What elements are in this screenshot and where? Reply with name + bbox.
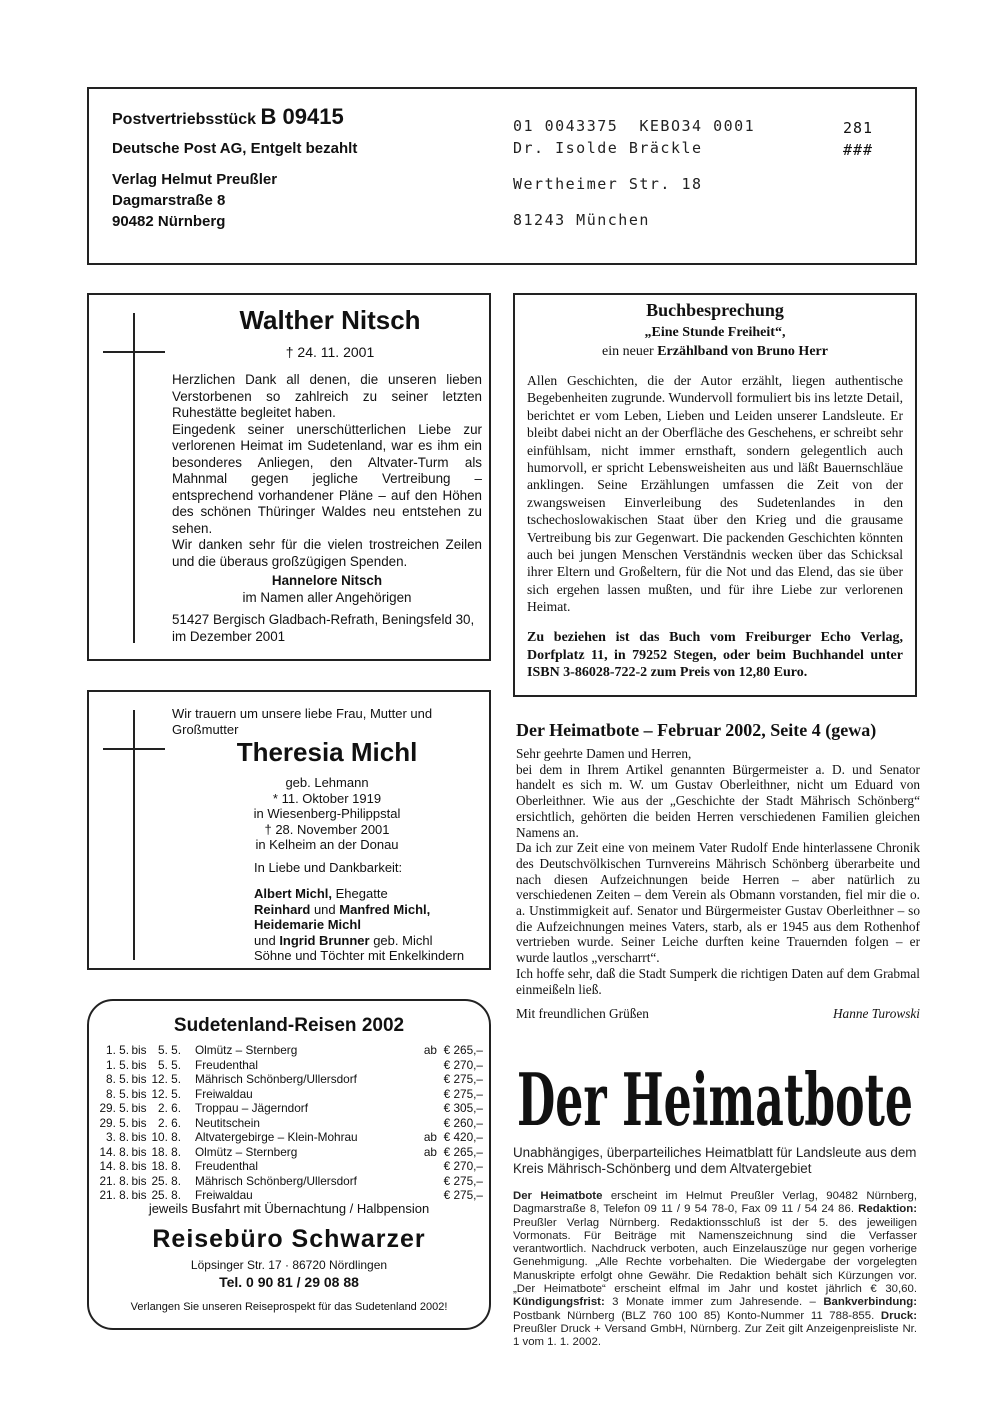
review-heading: Buchbesprechung bbox=[646, 300, 784, 320]
mourners-list: Albert Michl, Ehegatte Reinhard und Manfred Michl, Heidemarie Michl und Ingrid Brunner geb. Michl Söhne und Töchter mit Enkelkindern bbox=[254, 886, 465, 963]
imprint: Der Heimatbote erscheint im Helmut Preußler Verlag, 90482 Nürnberg, Dagmarstraße 8, Telefon 09 11 / 9 54 78-0, Fax 09 11 / 54 24 86. Redaktion: Preußler Verlag Nürnberg. Redaktionsschluß ist der 5. des jeweiligen Vormonats. Für Beiträge mit Namenszeichnung sind die Verfasser verantwortlich. Nachdruck verboten, auch Einzelauszüge nur gegen vorherige Genehmigung. „Alle Rechte vorbehalten. Die Wiedergabe der vorgelegten Manuskripte erfolgt ohne Gewähr. Die Redaktion behält sich Kürzungen vor. „Der Heimatbote“ erscheint elfmal im Jahr und kostet jährlich € 30,60. Kündigungsfrist: 3 Monate immer zum Jahresende. – Bankverbindung: Postbank Nürnberg (BLZ 760 100 85) Konto-Nummer 11 788-855. Druck: Preußler Druck + Versand GmbH, Nürnberg. Zur Zeit gilt Anzeigenpreisliste Nr. 1 vom 1. 1. 2002. bbox=[513, 1190, 917, 1349]
agency-address: Löpsinger Str. 17 · 86720 Nördlingen bbox=[190, 1258, 388, 1272]
trip-row bbox=[99, 1130, 483, 1145]
deceased-bio: geb. Lehmann * 11. Oktober 1919 in Wiesenberg-Philippstal † 28. November 2001 in Kelheim an der Donau bbox=[253, 775, 401, 852]
obituary-intro: Wir trauern um unsere liebe Frau, Mutter und Großmutter bbox=[172, 706, 433, 737]
trip-from: 8. 5. bbox=[106, 1072, 129, 1086]
trip-price: € 275,– bbox=[443, 1086, 483, 1101]
trip-ab bbox=[409, 1072, 437, 1087]
trip-ab: ab bbox=[423, 1130, 437, 1144]
trip-bis: bis bbox=[131, 1130, 147, 1144]
trip-row bbox=[99, 1087, 483, 1102]
sender-block bbox=[112, 104, 492, 232]
trip-from: 14. 8. bbox=[99, 1159, 129, 1173]
recipient-codes-right: 281 ### bbox=[843, 119, 874, 159]
trip-bis: bis bbox=[131, 1057, 147, 1072]
trip-dest: Olmütz – Sternberg bbox=[195, 1144, 298, 1159]
cross-icon-horizontal bbox=[103, 351, 165, 353]
trip-dest: Altvatergebirge – Klein-Mohrau bbox=[195, 1130, 358, 1144]
trip-from: 21. 8. bbox=[99, 1173, 129, 1188]
trip-to: 18. 8. bbox=[151, 1159, 181, 1173]
trip-dest: Neutitschein bbox=[195, 1115, 260, 1130]
trip-dest: Olmütz – Sternberg bbox=[195, 1043, 298, 1057]
trip-from: 14. 8. bbox=[99, 1144, 129, 1159]
trip-row bbox=[99, 1043, 483, 1058]
trip-from: 1. 5. bbox=[106, 1057, 129, 1072]
trip-to: 12. 5. bbox=[151, 1086, 181, 1101]
review-purchase-info: Zu beziehen ist das Buch vom Freiburger Echo Verlag, Dorfplatz 11, in 79252 Stegen, oder beim Buchhandel unter ISBN 3-86028-722-2 zum Preis von 12,80 Euro. bbox=[527, 630, 903, 680]
recipient-street: Wertheimer Str. 18 bbox=[513, 175, 703, 193]
trip-from: 8. 5. bbox=[106, 1086, 129, 1101]
cross-icon-horizontal bbox=[103, 748, 165, 750]
trip-price: € 270,– bbox=[443, 1159, 483, 1173]
trip-ab: ab bbox=[423, 1144, 437, 1159]
mourners-heading: In Liebe und Dankbarkeit: bbox=[254, 860, 403, 875]
letter-body: Sehr geehrte Damen und Herren, bei dem in Ihrem Artikel genannten Bürgermeister a. D. und Senator handelt es sich m. W. um Gustav Oberleithner, nicht um Eduard von Oberleithner. Wie aus der „Geschichte der Stadt Mährisch Schönberg“ ersichtlich, gehörten die beiden Herren verschiedenen Familien gleichen Namens an. Da ich zur Zeit eine von meinem Vater Rudolf Ende hinterlassene Chronik des Deutschvölkischen Turnvereins Mährisch Schönberg überarbeite und nach diesen Aufzeichnungen beide Herren – aber natürlich zu verschiedenen Zeiten – dem Verein als Obmann vorstanden, fiel mir die o. a. Unstimmigkeit auf. Senator und Bürgermeister Gustav Oberleithner – so die Aufzeichnungen meines Vaters, starb, als er 1945 aus dem Rothenhof vertrieben wurde. Seiner Leiche durften keine Trauernden folgen – er wurde lautlos „verscharrt“. Ich hoffe sehr, daß die Stadt Sumperk die richtigen Daten auf dem Grabmal einmeißeln ließ. bbox=[516, 746, 920, 997]
review-book-title: „Eine Stunde Freiheit“, bbox=[644, 325, 786, 340]
trip-ab bbox=[409, 1174, 437, 1189]
travel-title: Sudetenland-Reisen 2002 bbox=[173, 1015, 405, 1036]
trip-row bbox=[99, 1145, 483, 1160]
trip-price: € 260,– bbox=[443, 1115, 483, 1130]
obituary-text: Herzlichen Dank all denen, die unseren lieben Verstorbenen so zahlreich zu seiner letzten Ruhestätte begleitet haben. Eingedenk seiner unerschütterlichen Liebe zur verlorenen Heimat im Sudetenland, war es ihm ein besonderes Anliegen, den Altvater-Turm als Mahnmal gegen jegliche Vertreibung – entsprechend vorhandener Pläne – auf den Höhen des schönen Thüringer Waldes neu entstehen zu sehen. Wir danken sehr für die vielen trostreichen Zeilen und die überaus großzügigen Spenden. bbox=[172, 372, 482, 569]
trip-dest: Mährisch Schönberg/Ullersdorf bbox=[195, 1072, 357, 1086]
recipient-city: 81243 München bbox=[513, 211, 650, 229]
letter-closing: Mit freundlichen Grüßen bbox=[516, 1006, 649, 1021]
trip-price: € 275,– bbox=[443, 1173, 483, 1188]
trip-bis: bis bbox=[131, 1144, 147, 1159]
trip-bis: bis bbox=[131, 1086, 147, 1101]
trip-bis: bis bbox=[131, 1159, 147, 1173]
trip-price: € 275,– bbox=[443, 1072, 483, 1086]
trip-price: € 265,– bbox=[443, 1144, 483, 1159]
trip-from: 21. 8. bbox=[99, 1188, 129, 1202]
trip-bis: bis bbox=[131, 1101, 147, 1115]
trip-dest: Freiwaldau bbox=[195, 1086, 253, 1101]
trip-to: 5. 5. bbox=[158, 1057, 181, 1072]
trip-dest: Troppau – Jägerndorf bbox=[195, 1101, 309, 1115]
trip-row bbox=[99, 1174, 483, 1189]
trip-price: € 420,– bbox=[443, 1130, 483, 1144]
trip-bis: bis bbox=[131, 1188, 147, 1202]
deceased-name: Theresia Michl bbox=[236, 737, 418, 767]
trip-to: 25. 8. bbox=[151, 1188, 181, 1202]
masthead-logo bbox=[513, 1043, 917, 1143]
trip-row bbox=[99, 1159, 483, 1174]
trip-to: 12. 5. bbox=[151, 1072, 181, 1086]
recipient-label bbox=[513, 117, 893, 233]
trip-to: 10. 8. bbox=[151, 1130, 181, 1144]
recipient-name: Dr. Isolde Bräckle bbox=[513, 139, 703, 157]
trip-table bbox=[99, 1043, 483, 1203]
masthead-tagline: Unabhängiges, überparteiliches Heimatblatt für Landsleute aus dem Kreis Mährisch-Schönberg und dem Altvatergebiet bbox=[513, 1145, 917, 1176]
trip-dest: Mährisch Schönberg/Ullersdorf bbox=[195, 1173, 357, 1188]
agency-phone: Tel. 0 90 81 / 29 08 88 bbox=[219, 1274, 359, 1290]
obituary-signature: Hannelore Nitsch im Namen aller Angehörigen bbox=[242, 573, 412, 605]
trip-bis: bis bbox=[131, 1173, 147, 1188]
trip-to: 18. 8. bbox=[151, 1144, 181, 1159]
trip-bis: bis bbox=[131, 1043, 147, 1057]
letter-signature: Hanne Turowski bbox=[832, 1006, 920, 1021]
trip-price: € 265,– bbox=[443, 1043, 483, 1057]
agency-promo: Verlangen Sie unseren Reiseprospekt für das Sudetenland 2002! bbox=[130, 1301, 448, 1313]
recipient-code: 01 0043375 KEBO34 0001 bbox=[513, 117, 756, 135]
trip-bis: bis bbox=[131, 1115, 147, 1130]
trip-from: 29. 5. bbox=[99, 1115, 129, 1130]
trip-ab: ab bbox=[423, 1043, 437, 1057]
trip-to: 2. 6. bbox=[158, 1101, 181, 1115]
trip-bis: bis bbox=[131, 1072, 147, 1086]
trip-dest: Freudenthal bbox=[195, 1159, 258, 1173]
trip-ab bbox=[409, 1159, 437, 1174]
trip-ab bbox=[409, 1116, 437, 1131]
trip-row bbox=[99, 1101, 483, 1116]
trip-row bbox=[99, 1072, 483, 1087]
obituary-address: 51427 Bergisch Gladbach-Refrath, Beningsfeld 30, im Dezember 2001 bbox=[172, 612, 475, 644]
letter-title: Der Heimatbote – Februar 2002, Seite 4 (gewa) bbox=[516, 720, 877, 740]
masthead-title: Der Heimatbote bbox=[517, 1057, 913, 1142]
cross-icon-vertical bbox=[133, 313, 135, 643]
publisher-address: Verlag Helmut Preußler Dagmarstraße 8 90482 Nürnberg bbox=[112, 171, 278, 230]
trip-to: 25. 8. bbox=[151, 1173, 181, 1188]
trip-price: € 270,– bbox=[443, 1057, 483, 1072]
trip-price: € 305,– bbox=[443, 1101, 483, 1115]
death-date: † 24. 11. 2001 bbox=[285, 344, 375, 360]
trip-from: 1. 5. bbox=[106, 1043, 129, 1057]
trip-ab bbox=[409, 1101, 437, 1116]
trip-ab bbox=[409, 1087, 437, 1102]
trip-row bbox=[99, 1116, 483, 1131]
trip-dest: Freiwaldau bbox=[195, 1188, 253, 1202]
trip-to: 2. 6. bbox=[158, 1115, 181, 1130]
trip-dest: Freudenthal bbox=[195, 1057, 258, 1072]
travel-note: jeweils Busfahrt mit Übernachtung / Halbpension bbox=[148, 1201, 430, 1216]
trip-ab bbox=[409, 1058, 437, 1073]
mail-permit-line: Postvertriebsstück B 09415 bbox=[112, 104, 344, 129]
trip-from: 29. 5. bbox=[99, 1101, 129, 1115]
trip-price: € 275,– bbox=[443, 1188, 483, 1202]
trip-to: 5. 5. bbox=[158, 1043, 181, 1057]
trip-from: 3. 8. bbox=[106, 1130, 129, 1144]
postage-line: Deutsche Post AG, Entgelt bezahlt bbox=[112, 140, 358, 157]
review-body: Allen Geschichten, die der Autor erzählt, liegen authentische Begebenheiten zugrunde. Wundervoll formuliert bis ins letzte Detail, berichtet er vom Leben, Lieben und Leiden unserer Landsleute. Er bleibt dabei nicht an der Oberfläche des Geschehens, er schreibt sehr einfühlsam, nicht immer ernsthaft, sondern gelegentlich auch humorvoll, er spricht Lebensweisheiten aus und läßt Bauernschläue anklingen. Seine Erzählungen umfassen die Zeit von der zwangsweisen Einverleibung des Sudetenlandes in den tschechoslowakischen Staat über den Krieg und die grausame Vertreibung bis zur Gegenwart. Die packenden Geschichten könnten auch bei jungen Menschen Verständnis wecken über das Schicksal ihrer Eltern und Großeltern, für die Not und das Elend, das sie über sich ergehen lassen mußten, und für ihre Liebe zur verlorenen Heimat. bbox=[527, 373, 903, 615]
agency-name: Reisebüro Schwarzer bbox=[152, 1225, 426, 1253]
mail-permit-id: B 09415 bbox=[260, 104, 344, 129]
trip-row bbox=[99, 1058, 483, 1073]
deceased-name: Walther Nitsch bbox=[239, 305, 421, 335]
review-subtitle: ein neuer Erzählband von Bruno Herr bbox=[602, 344, 828, 359]
